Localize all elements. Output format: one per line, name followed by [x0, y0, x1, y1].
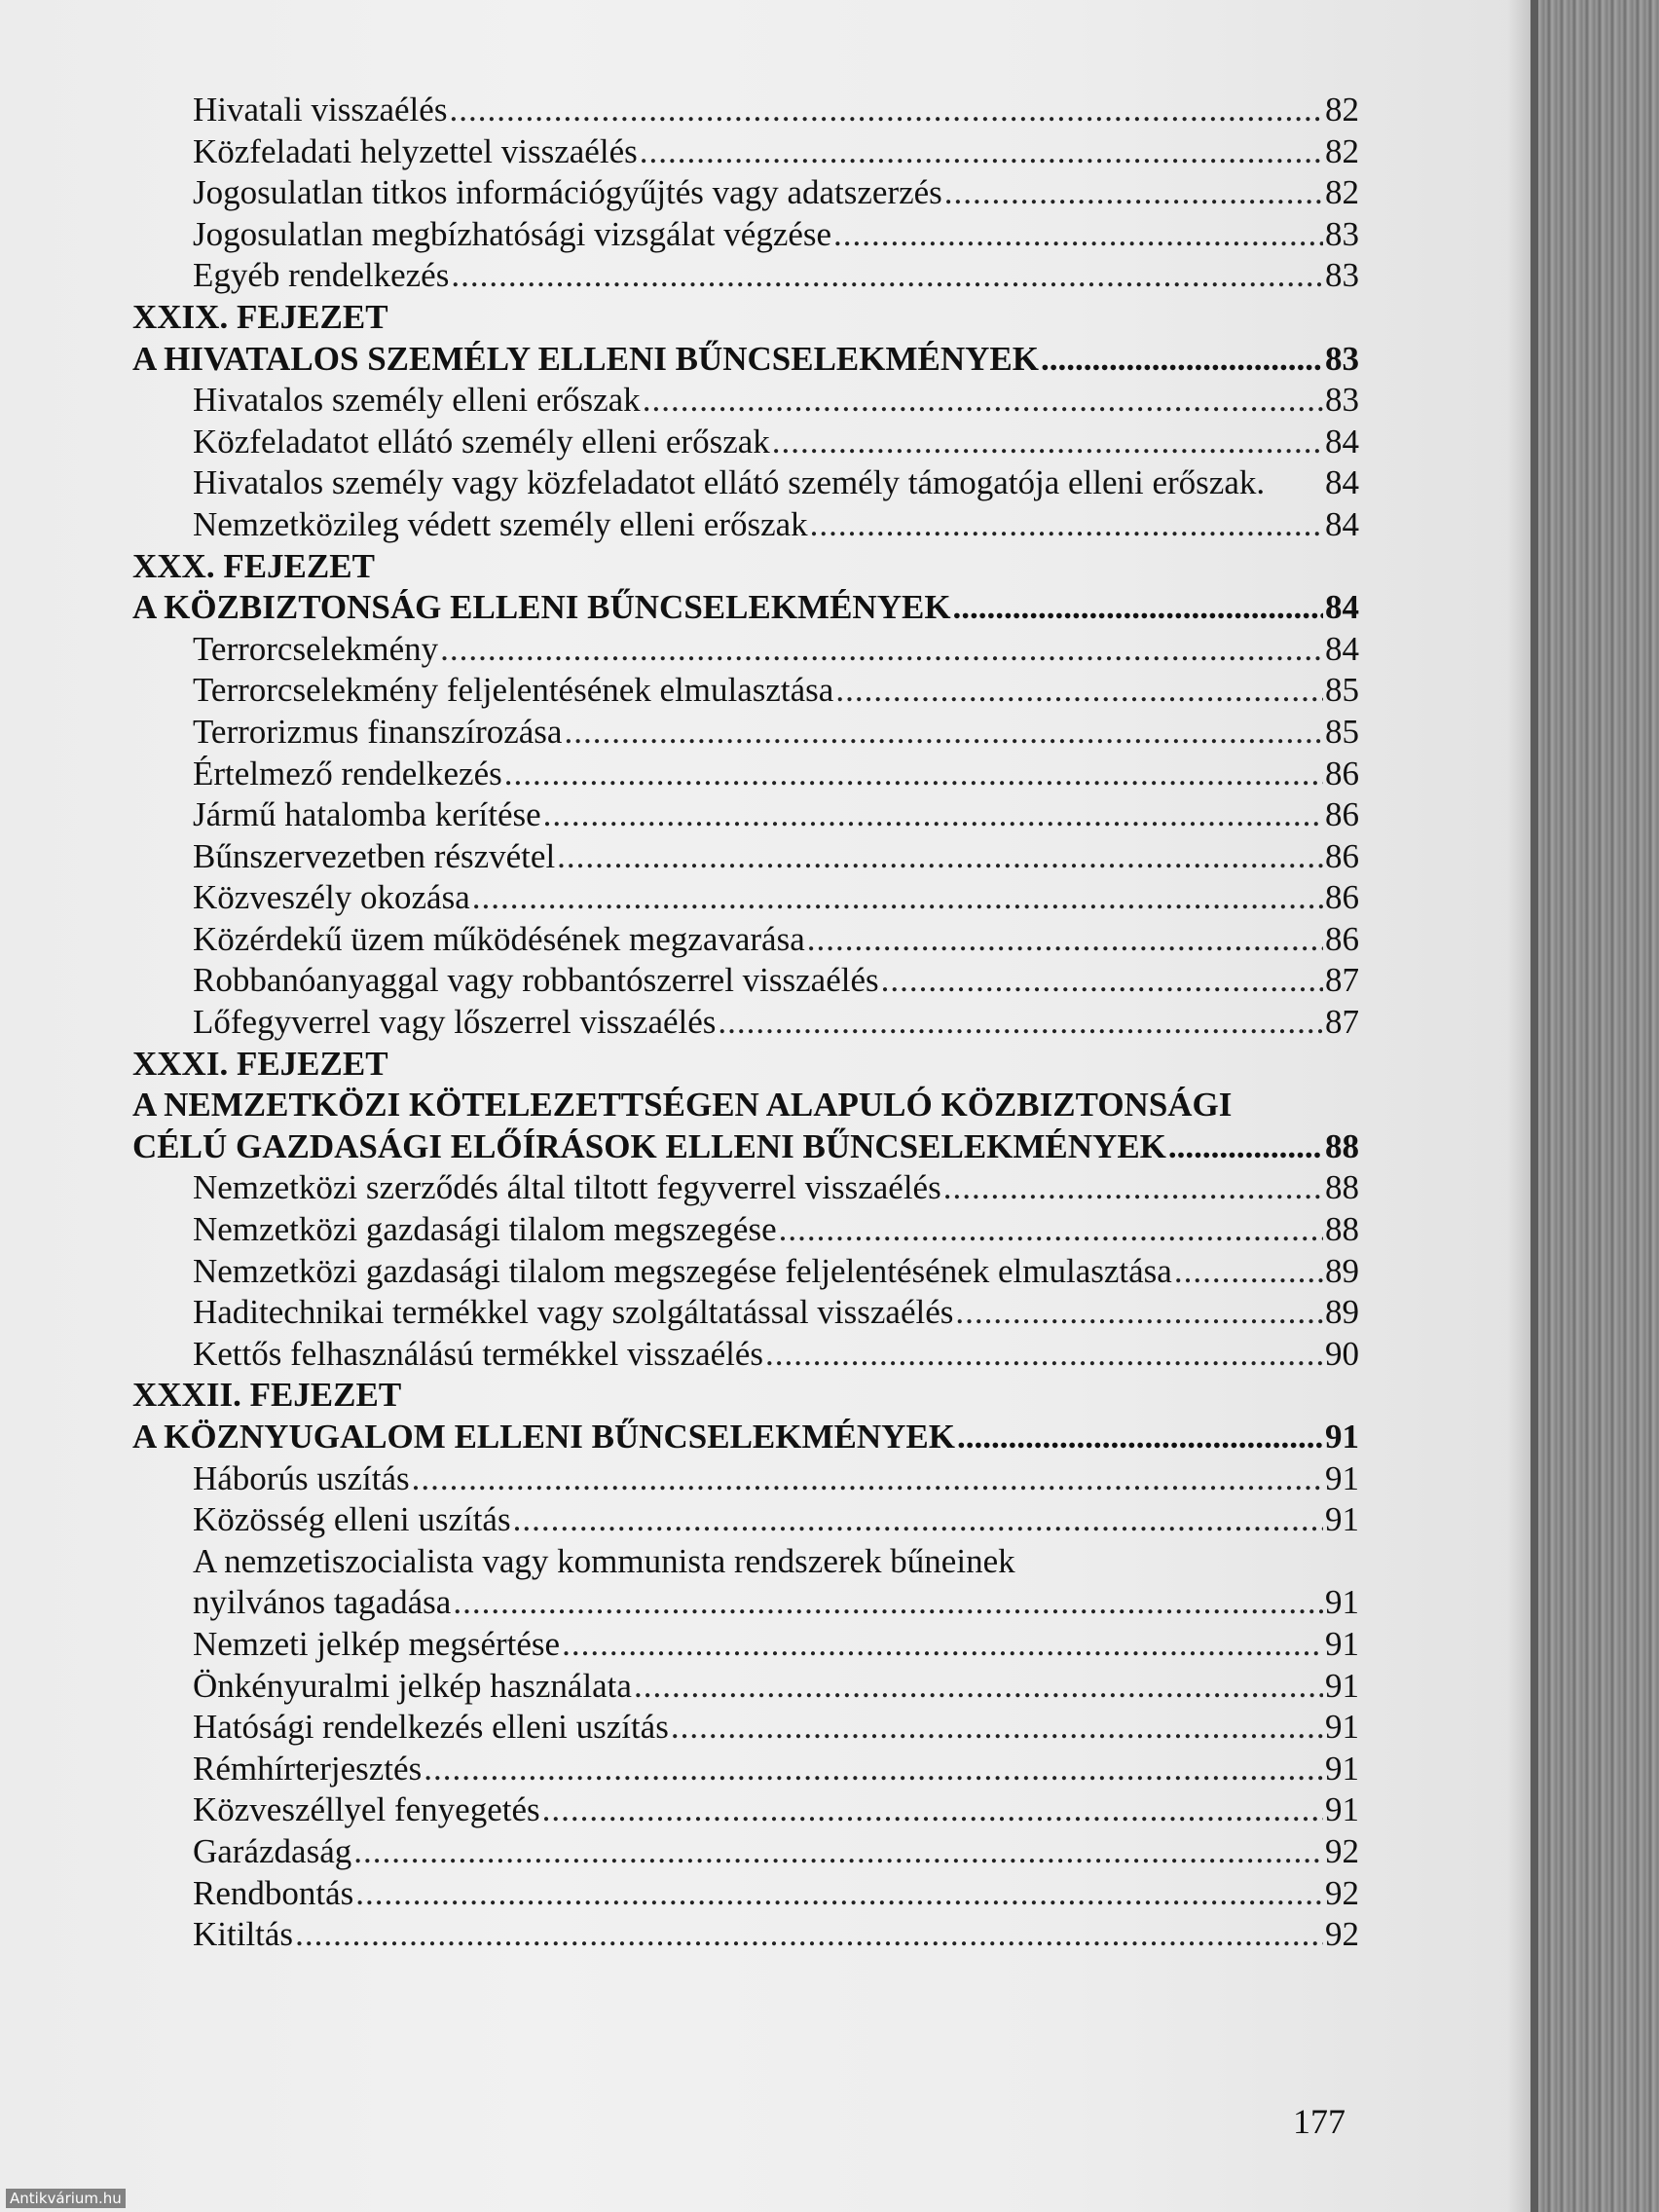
entry-title: Bűnszervezetben részvétel [193, 836, 556, 875]
entry-title: Közérdekű üzem működésének megzavarása [193, 919, 805, 958]
toc-entry [132, 1707, 1359, 1749]
dot-leader [353, 1831, 1323, 1873]
entry-title: Robbanóanyaggal vagy robbantószerrel visszaélés [193, 961, 879, 1000]
dot-leader [449, 90, 1323, 131]
dot-leader [772, 422, 1323, 463]
chapter-number: XXIX. FEJEZET [132, 297, 388, 336]
dot-leader [504, 754, 1323, 795]
dot-leader [640, 131, 1323, 173]
entry-page: 90 [1325, 1334, 1359, 1373]
entry-page: 91 [1325, 1708, 1359, 1747]
chapter-page: 83 [1325, 339, 1359, 378]
entry-title: Lőfegyverrel vagy lőszerrel visszaélés [193, 1003, 717, 1042]
dot-leader [810, 504, 1323, 546]
entry-title: Nemzetközi szerződés által tiltott fegyverrel visszaélés [193, 1168, 941, 1207]
entry-page: 84 [1325, 422, 1359, 461]
entry-title: Rendbontás [193, 1873, 354, 1912]
entry-page: 86 [1325, 795, 1359, 834]
dot-leader [957, 1417, 1323, 1458]
entry-title: Rémhírterjesztés [193, 1749, 423, 1788]
page-number: 177 [1293, 2102, 1346, 2141]
entry-page: 87 [1325, 961, 1359, 1000]
toc-entry [132, 754, 1359, 795]
book-spine-background [1530, 0, 1659, 2212]
dot-leader [1168, 1126, 1323, 1168]
entry-page: 86 [1325, 878, 1359, 917]
dot-leader [1174, 1251, 1323, 1293]
entry-title: Jármű hatalomba kerítése [193, 795, 541, 834]
toc-entry [132, 1292, 1359, 1334]
dot-leader [955, 1292, 1323, 1334]
dot-leader [881, 960, 1323, 1002]
entry-page: 82 [1325, 91, 1359, 129]
toc-entry [132, 629, 1359, 671]
toc-entry [132, 214, 1359, 256]
toc-entry [132, 380, 1359, 422]
entry-page: 92 [1325, 1873, 1359, 1912]
dot-leader [295, 1914, 1323, 1956]
toc-entry [132, 1458, 1359, 1500]
entry-page: 86 [1325, 919, 1359, 958]
entry-page: 85 [1325, 712, 1359, 751]
spine-edge [1530, 0, 1538, 2212]
toc-entry [132, 255, 1359, 297]
entry-title: Haditechnikai termékkel vagy szolgáltatással visszaélés [193, 1293, 954, 1332]
toc-entry [132, 1789, 1359, 1831]
toc-section [132, 90, 1359, 297]
chapter-title [132, 587, 1359, 629]
chapter-page: 88 [1325, 1126, 1359, 1165]
dot-leader [542, 1789, 1323, 1831]
entry-title: Egyéb rendelkezés [193, 256, 450, 295]
toc-entry [132, 1624, 1359, 1666]
toc-entry [132, 1749, 1359, 1790]
entry-title: Hatósági rendelkezés elleni uszítás [193, 1708, 669, 1747]
entry-page: 91 [1325, 1500, 1359, 1539]
entry-title: Hivatalos személy vagy közfeladatot ellátó személy támogatója elleni erőszak. [193, 463, 1266, 502]
chapter-title-text: A KÖZBIZTONSÁG ELLENI BŰNCSELEKMÉNYEK [132, 588, 951, 627]
toc-entry [132, 836, 1359, 878]
chapter-title-text: CÉLÚ GAZDASÁGI ELŐÍRÁSOK ELLENI BŰNCSELEKMÉNYEK [132, 1126, 1166, 1165]
entry-title: Terrorcselekmény feljelentésének elmulasztása [193, 671, 834, 710]
toc-entry [132, 1914, 1359, 1956]
dot-leader [557, 836, 1323, 878]
chapter-title-line: A NEMZETKÖZI KÖTELEZETTSÉGEN ALAPULÓ KÖZBIZTONSÁGI [132, 1086, 1233, 1124]
dot-leader [671, 1707, 1323, 1749]
entry-title: Nemzetközileg védett személy elleni erőszak [193, 504, 808, 543]
dot-leader [634, 1666, 1323, 1708]
toc-entry [132, 794, 1359, 836]
watermark: Antikvárium.hu [6, 2189, 126, 2208]
chapter-page: 84 [1325, 588, 1359, 627]
toc-entry [132, 462, 1359, 504]
toc-entry [132, 1666, 1359, 1708]
entry-page: 91 [1325, 1583, 1359, 1622]
entry-page: 84 [1325, 629, 1359, 668]
entry-page: 91 [1325, 1666, 1359, 1705]
chapter-number: XXXI. FEJEZET [132, 1044, 388, 1083]
entry-page: 91 [1325, 1458, 1359, 1497]
dot-leader [564, 712, 1323, 754]
toc-entry [132, 1251, 1359, 1293]
chapter-title [132, 339, 1359, 381]
entry-title: Közveszéllyel fenyegetés [193, 1790, 540, 1829]
dot-leader [835, 670, 1323, 712]
toc-section [132, 297, 1359, 546]
toc-entry [132, 422, 1359, 463]
toc-entry [132, 919, 1359, 961]
chapter-number: XXXII. FEJEZET [132, 1376, 402, 1415]
toc-entry [132, 712, 1359, 754]
entry-page: 92 [1325, 1915, 1359, 1954]
toc-section [132, 546, 1359, 1044]
entry-page: 91 [1325, 1624, 1359, 1663]
dot-leader [424, 1749, 1323, 1790]
entry-title: nyilvános tagadása [193, 1583, 452, 1622]
entry-title: Garázdaság [193, 1831, 352, 1870]
entry-page: 92 [1325, 1831, 1359, 1870]
entry-title: Nemzeti jelkép megsértése [193, 1624, 561, 1663]
entry-title: Jogosulatlan megbízhatósági vizsgálat végzése [193, 214, 832, 253]
dot-leader [513, 1499, 1323, 1541]
entry-page: 88 [1325, 1168, 1359, 1207]
dot-leader [451, 255, 1323, 297]
entry-page: 89 [1325, 1251, 1359, 1290]
entry-title: Közfeladatot ellátó személy elleni erőszak [193, 422, 770, 461]
dot-leader [543, 794, 1323, 836]
dot-leader [412, 1458, 1323, 1500]
entry-title: Közveszély okozása [193, 878, 470, 917]
dot-leader [643, 380, 1323, 422]
entry-page: 85 [1325, 671, 1359, 710]
entry-page: 82 [1325, 131, 1359, 170]
toc-entry [132, 1209, 1359, 1251]
chapter-number: XXX. FEJEZET [132, 546, 375, 585]
dot-leader [807, 919, 1323, 961]
toc-entry [132, 131, 1359, 173]
toc-entry [132, 1002, 1359, 1044]
dot-leader [472, 877, 1323, 919]
toc-entry [132, 1873, 1359, 1915]
toc-entry [132, 172, 1359, 214]
chapter-title-text: A KÖZNYUGALOM ELLENI BŰNCSELEKMÉNYEK [132, 1418, 955, 1456]
dot-leader [440, 629, 1323, 671]
entry-page: 84 [1325, 463, 1359, 502]
entry-title: Hivatali visszaélés [193, 91, 448, 129]
entry-title: Kettős felhasználású termékkel visszaélés [193, 1334, 764, 1373]
chapter-title [132, 1126, 1359, 1168]
entry-title: Hivatalos személy elleni erőszak [193, 381, 641, 420]
dot-leader [718, 1002, 1323, 1044]
chapter-title-text: A HIVATALOS SZEMÉLY ELLENI BŰNCSELEKMÉNYEK [132, 339, 1040, 378]
toc-entry [132, 877, 1359, 919]
dot-leader [1041, 339, 1323, 381]
dot-leader [944, 172, 1323, 214]
entry-title: Közösség elleni uszítás [193, 1500, 511, 1539]
entry-title: Háborús uszítás [193, 1458, 410, 1497]
toc-entry [132, 1582, 1359, 1624]
entry-title: Jogosulatlan titkos információgyűjtés vagy adatszerzés [193, 173, 942, 212]
toc-entry [132, 1334, 1359, 1376]
entry-page: 87 [1325, 1003, 1359, 1042]
toc-entry [132, 1831, 1359, 1873]
table-of-contents [132, 90, 1359, 1956]
entry-title: Nemzetközi gazdasági tilalom megszegése feljelentésének elmulasztása [193, 1251, 1172, 1290]
entry-title: Terrorcselekmény [193, 629, 439, 668]
dot-leader [562, 1624, 1323, 1666]
entry-title: Nemzetközi gazdasági tilalom megszegése [193, 1210, 777, 1249]
entry-title: Értelmező rendelkezés [193, 754, 502, 793]
entry-page: 88 [1325, 1210, 1359, 1249]
entry-page: 91 [1325, 1749, 1359, 1788]
dot-leader [953, 587, 1323, 629]
entry-page: 86 [1325, 754, 1359, 793]
toc-entry [132, 504, 1359, 546]
dot-leader [355, 1873, 1323, 1915]
dot-leader [779, 1209, 1323, 1251]
entry-page: 83 [1325, 214, 1359, 253]
entry-title: Terrorizmus finanszírozása [193, 712, 563, 751]
entry-page: 82 [1325, 173, 1359, 212]
dot-leader [833, 214, 1323, 256]
toc-section [132, 1044, 1359, 1376]
page-shadow [1507, 0, 1530, 2212]
toc-entry [132, 90, 1359, 131]
toc-section [132, 1375, 1359, 1955]
dot-leader [765, 1334, 1323, 1376]
entry-page: 84 [1325, 504, 1359, 543]
dot-leader [453, 1582, 1323, 1624]
entry-page: 83 [1325, 256, 1359, 295]
entry-page: 83 [1325, 381, 1359, 420]
entry-title: Önkényuralmi jelkép használata [193, 1666, 632, 1705]
toc-entry [132, 960, 1359, 1002]
toc-entry-continued-line: A nemzetiszocialista vagy kommunista rendszerek bűneinek [193, 1541, 1015, 1580]
entry-page: 86 [1325, 836, 1359, 875]
chapter-page: 91 [1325, 1418, 1359, 1456]
entry-page: 91 [1325, 1790, 1359, 1829]
dot-leader [943, 1167, 1323, 1209]
chapter-title [132, 1417, 1359, 1458]
entry-title: Kitiltás [193, 1915, 294, 1954]
toc-entry [132, 670, 1359, 712]
entry-title: Közfeladati helyzettel visszaélés [193, 131, 638, 170]
toc-entry [132, 1499, 1359, 1541]
toc-entry [132, 1167, 1359, 1209]
entry-page: 89 [1325, 1293, 1359, 1332]
